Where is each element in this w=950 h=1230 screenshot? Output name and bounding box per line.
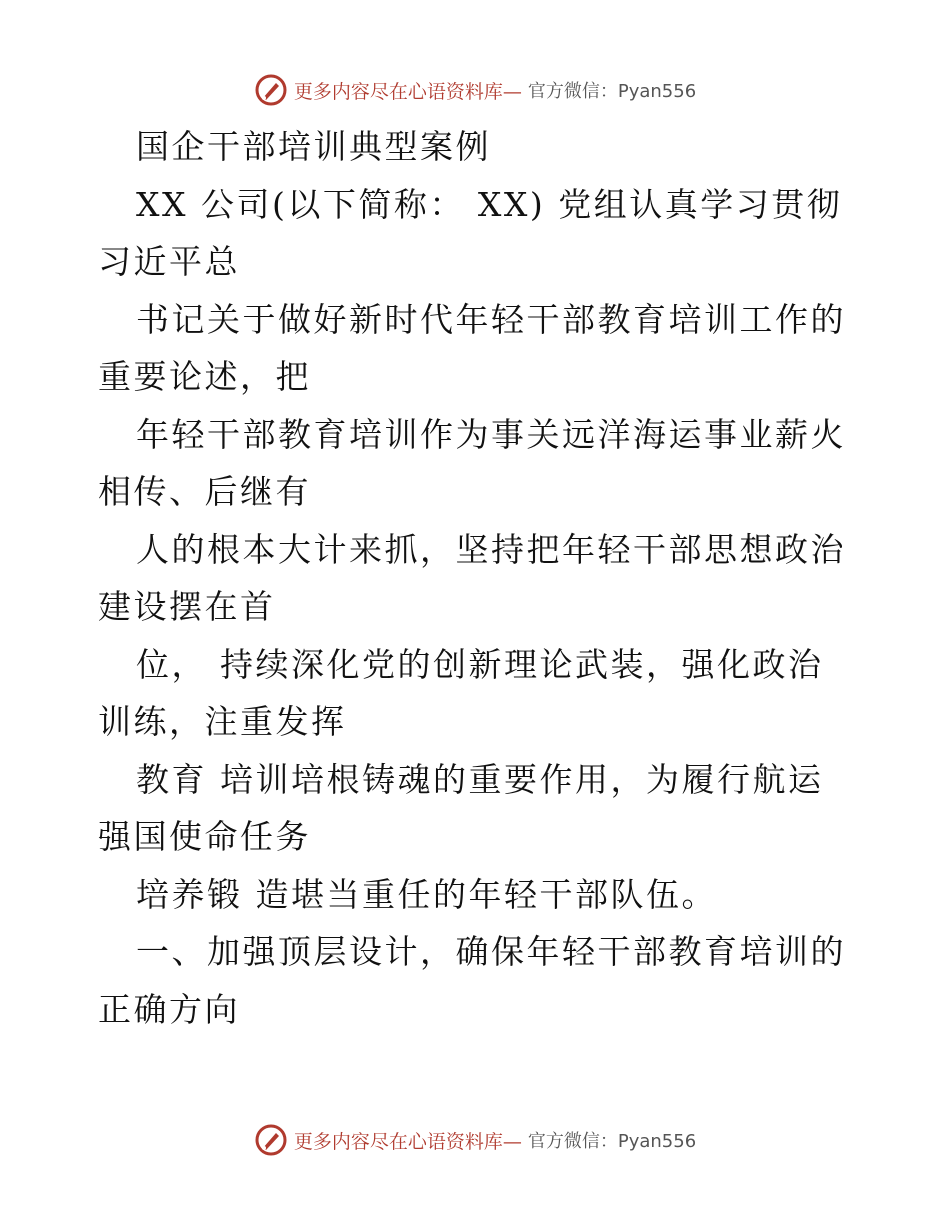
watermark-banner-top [0,70,950,110]
document-title: 国企干部培训典型案例 [136,127,491,166]
watermark-contact: 官方微信：Pyan556 [527,1131,697,1152]
paragraph: 人的根本大计来抓，坚持把年轻干部思想政治建设摆在首 [98,529,846,626]
watermark-contact: 官方微信：Pyan556 [527,81,697,102]
paragraph: 培养锻 造堪当重任的年轻干部队伍。 [136,874,717,914]
document-body [98,118,858,1038]
paragraph: XX 公司(以下简称： XX) 党组认真学习贯彻习近平总 [98,184,843,281]
paragraph: 位， 持续深化党的创新理论武装，强化政治训练，注重发挥 [98,644,824,741]
watermark-banner-bottom [0,1120,950,1160]
red-pen-circle-logo-icon [254,73,288,107]
watermark-text: 更多内容尽在心语资料库— [293,80,522,103]
paragraph: 教育 培训培根铸魂的重要作用，为履行航运强国使命任务 [98,759,824,856]
red-pen-circle-logo-icon [254,1123,288,1157]
section-heading: 一、加强顶层设计，确保年轻干部教育培训的正确方向 [98,932,846,1029]
watermark-text: 更多内容尽在心语资料库— [293,1130,522,1153]
paragraph: 年轻干部教育培训作为事关远洋海运事业薪火相传、后继有 [98,414,846,511]
paragraph: 书记关于做好新时代年轻干部教育培训工作的重要论述，把 [98,299,846,396]
